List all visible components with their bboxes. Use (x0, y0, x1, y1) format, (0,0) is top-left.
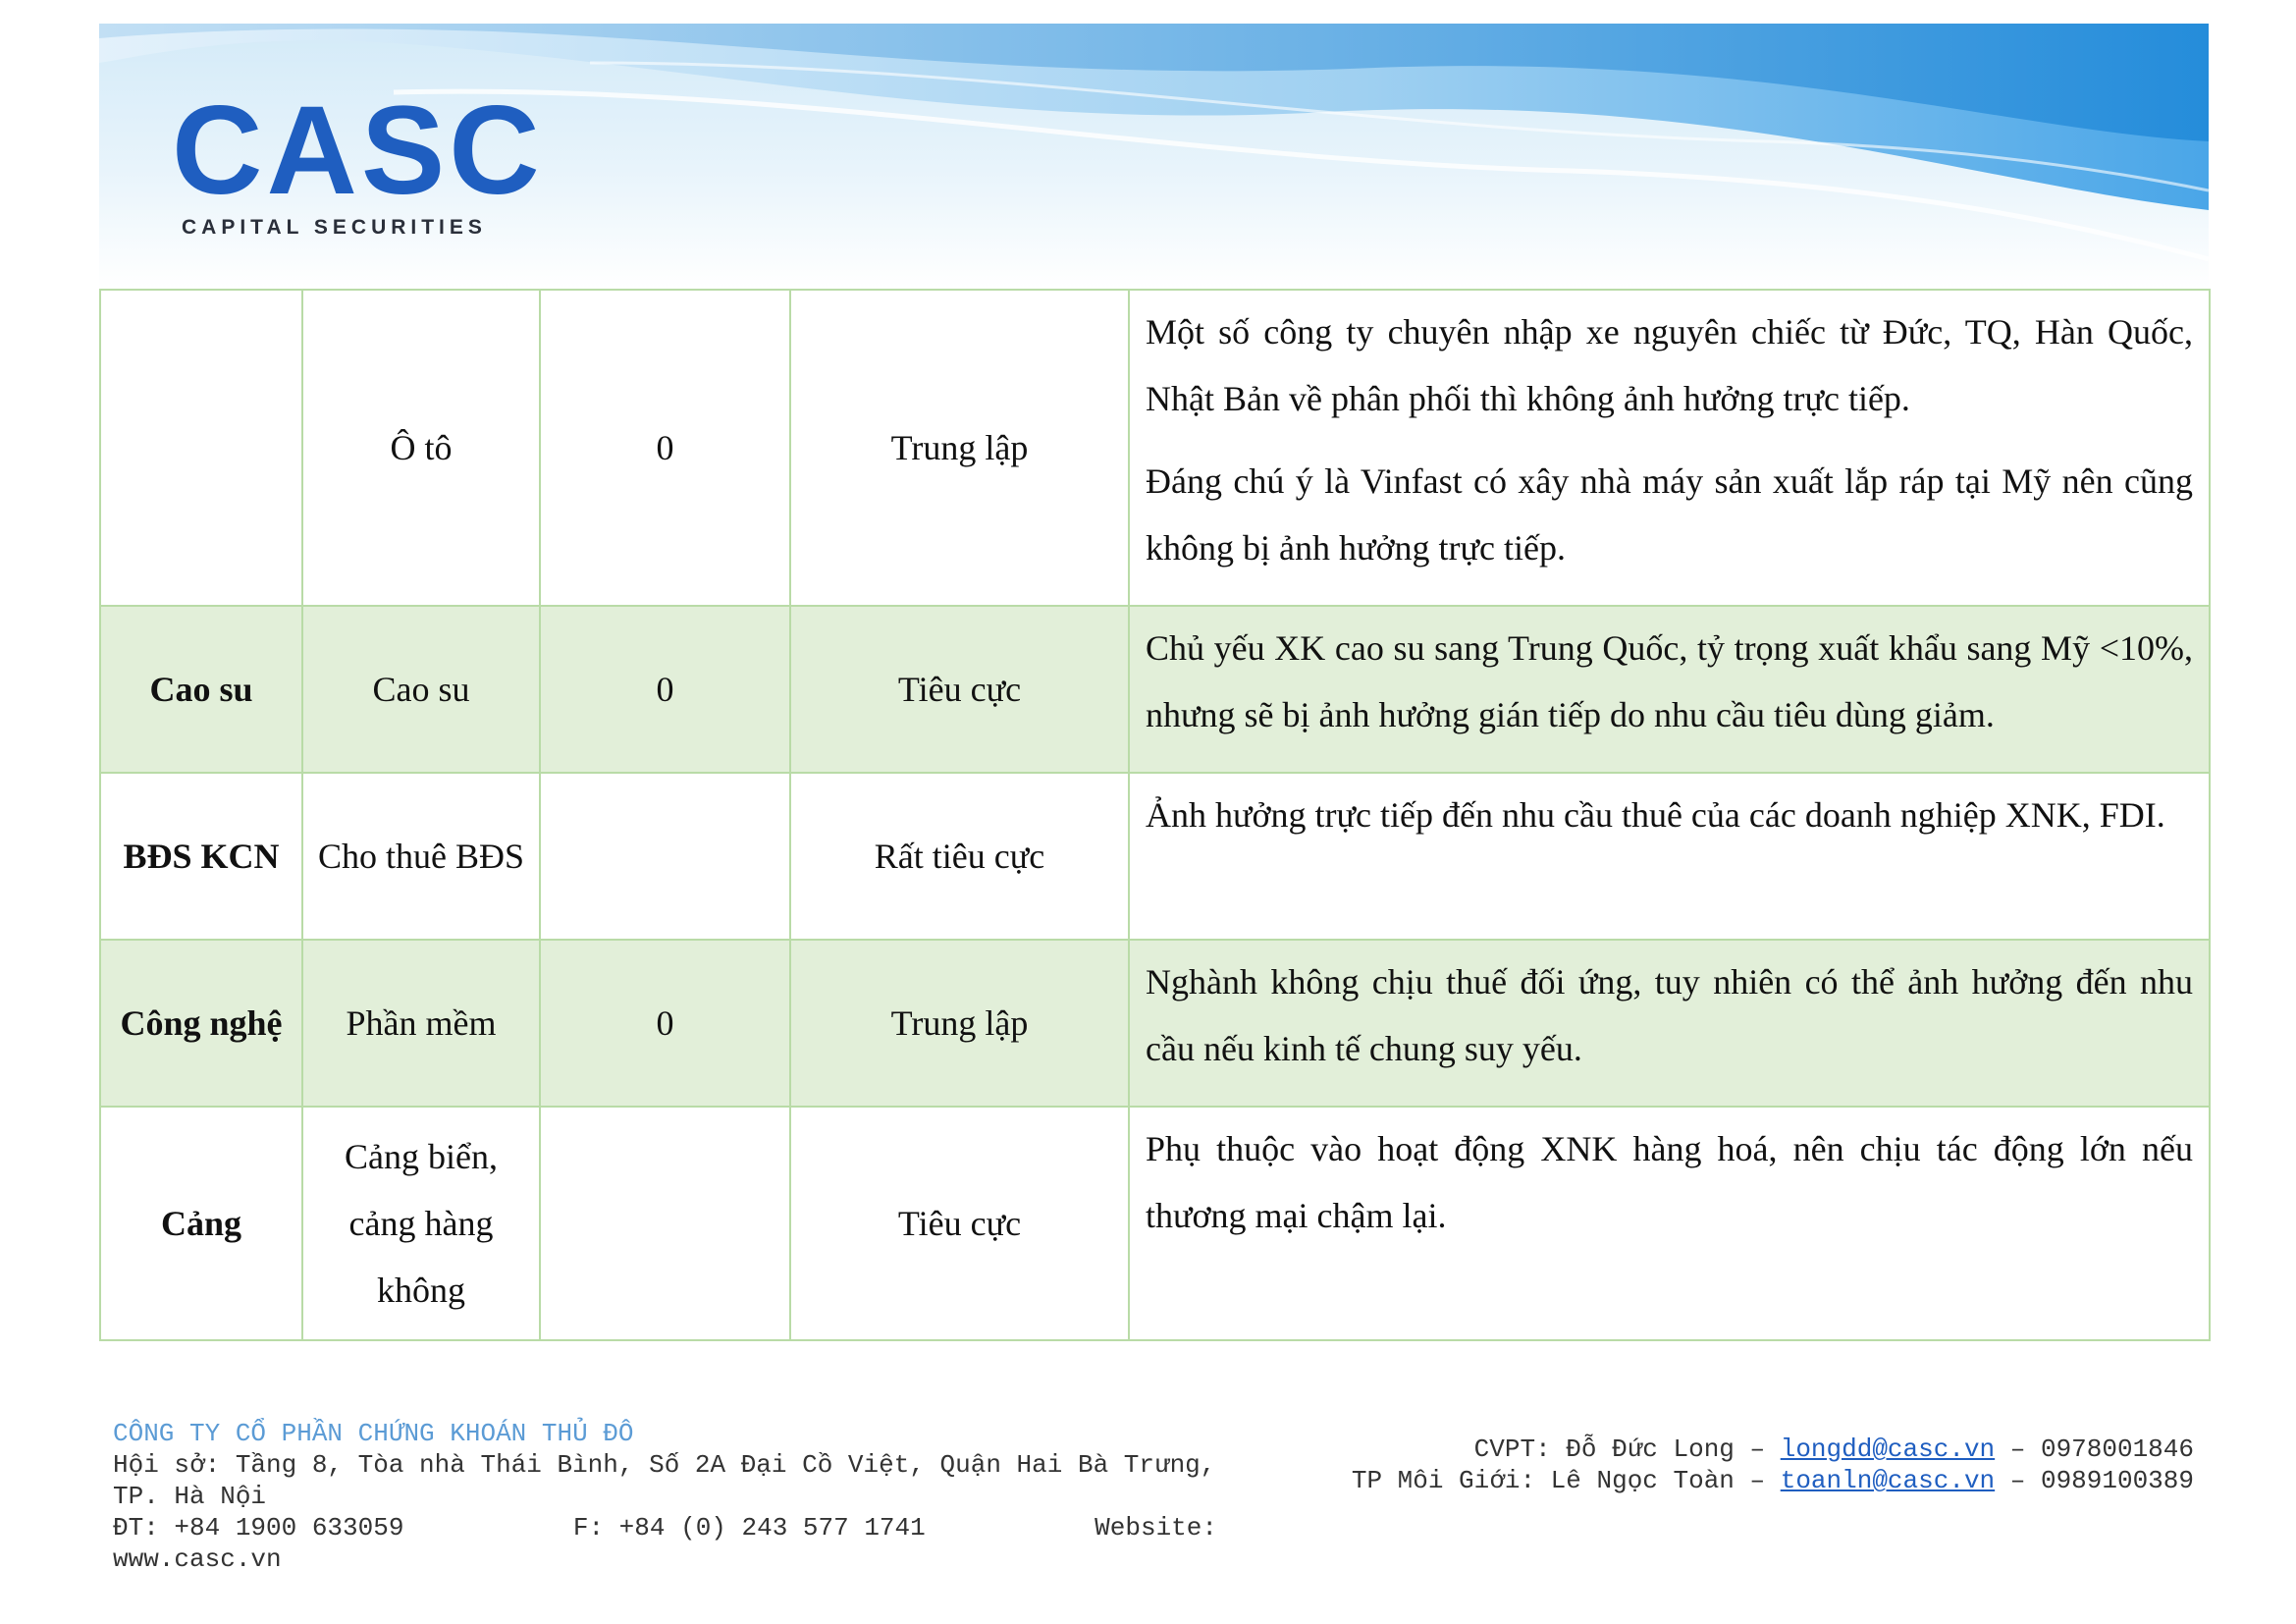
logo-wordmark: CASC (172, 81, 544, 221)
impact-cell (1129, 940, 2210, 1107)
sector-group-cell (100, 290, 302, 606)
impact-paragraph: Nghành không chịu thuế đối ứng, tuy nhiên có thể ảnh hưởng đến nhu cầu nếu kinh tế chung suy yếu. (1146, 962, 2193, 1068)
footer-website[interactable]: www.casc.vn (113, 1544, 282, 1574)
footer-fax: F: +84 (0) 243 577 1741 (572, 1513, 926, 1543)
casc-logo (172, 81, 544, 240)
sub-sector-cell: Cảng biển, cảng hàng không (302, 1107, 540, 1340)
impact-paragraph: Chủ yếu XK cao su sang Trung Quốc, tỷ trọng xuất khẩu sang Mỹ <10%, nhưng sẽ bị ảnh hưởng gián tiếp do nhu cầu tiêu dùng giảm. (1146, 628, 2193, 734)
assessment-cell: Tiêu cực (790, 1107, 1129, 1340)
sub-sector-cell: Cao su (302, 606, 540, 773)
sector-group-cell: Cao su (100, 606, 302, 773)
logo-subtitle: CAPITAL SECURITIES (182, 216, 487, 239)
footer-address: Hội sở: Tầng 8, Tòa nhà Thái Bình, Số 2A Đại Cồ Việt, Quận Hai Bà Trưng, TP. Hà Nội (113, 1450, 1216, 1511)
assessment-cell: Trung lập (790, 290, 1129, 606)
contact-2-email-link[interactable]: toanln@casc.vn (1780, 1466, 1996, 1495)
value-cell (540, 773, 790, 940)
footer-phone: ĐT: +84 1900 633059 (113, 1513, 404, 1543)
sector-group-cell: Cảng (100, 1107, 302, 1340)
contact-2-prefix: TP Môi Giới: Lê Ngọc Toàn – (1351, 1466, 1781, 1495)
value-cell: 0 (540, 606, 790, 773)
impact-cell (1129, 1107, 2210, 1340)
table-row (100, 940, 2210, 1107)
contact-1-phone: – 0978001846 (1995, 1435, 2194, 1464)
sector-group-cell: BĐS KCN (100, 773, 302, 940)
impact-paragraph: Một số công ty chuyên nhập xe nguyên chiếc từ Đức, TQ, Hàn Quốc, Nhật Bản về phân phối thì không ảnh hưởng trực tiếp. (1146, 312, 2193, 418)
contact-2-phone: – 0989100389 (1995, 1466, 2194, 1495)
assessment-cell: Trung lập (790, 940, 1129, 1107)
impact-paragraph: Phụ thuộc vào hoạt động XNK hàng hoá, nên chịu tác động lớn nếu thương mại chậm lại. (1146, 1129, 2193, 1235)
footer-contact-row (113, 1512, 1217, 1543)
impact-paragraph: Đáng chú ý là Vinfast có xây nhà máy sản xuất lắp ráp tại Mỹ nên cũng không bị ảnh hưởng trực tiếp. (1146, 461, 2193, 568)
page-header (99, 24, 2209, 289)
table-row (100, 1107, 2210, 1340)
contact-line-1 (1352, 1434, 2194, 1465)
footer-website-label: Website: (1095, 1513, 1217, 1543)
assessment-cell: Rất tiêu cực (790, 773, 1129, 940)
value-cell: 0 (540, 290, 790, 606)
table-row (100, 606, 2210, 773)
impact-cell (1129, 773, 2210, 940)
sub-sector-cell: Phần mềm (302, 940, 540, 1107)
impact-cell (1129, 606, 2210, 773)
footer-contacts (1352, 1434, 2194, 1496)
impact-paragraph: Ảnh hưởng trực tiếp đến nhu cầu thuê của các doanh nghiệp XNK, FDI. (1146, 795, 2165, 835)
sub-sector-cell: Cho thuê BĐS (302, 773, 540, 940)
footer-company-name: CÔNG TY CỔ PHẦN CHỨNG KHOÁN THỦ ĐÔ (113, 1419, 634, 1448)
contact-1-email-link[interactable]: longdd@casc.vn (1780, 1435, 1996, 1464)
value-cell (540, 1107, 790, 1340)
footer-company-info (113, 1418, 1232, 1575)
sub-sector-cell: Ô tô (302, 290, 540, 606)
table-row (100, 773, 2210, 940)
contact-line-2 (1352, 1465, 2194, 1496)
table-row (100, 290, 2210, 606)
assessment-cell: Tiêu cực (790, 606, 1129, 773)
sector-group-cell: Công nghệ (100, 940, 302, 1107)
value-cell: 0 (540, 940, 790, 1107)
contact-1-prefix: CVPT: Đỗ Đức Long – (1473, 1435, 1781, 1464)
impact-cell (1129, 290, 2210, 606)
sector-impact-table (99, 289, 2211, 1341)
